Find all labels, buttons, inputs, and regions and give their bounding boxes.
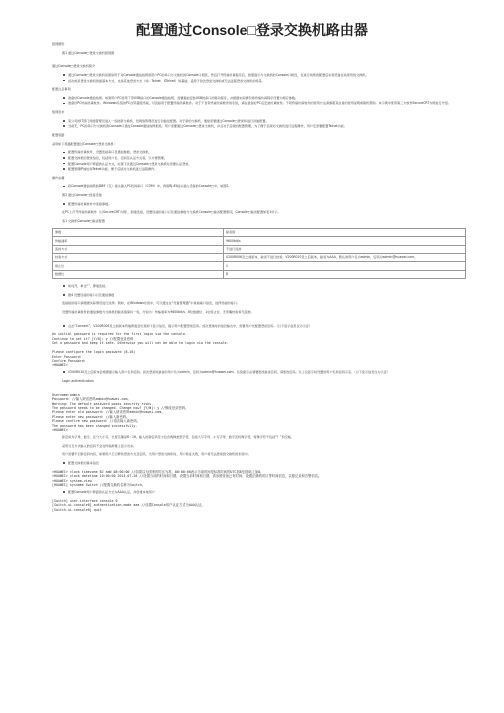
paragraph: Login authentication <box>62 378 94 383</box>
list-item: 将Console通信线缆的DB9（孔）接头插入PC机的串口（COM）中，再将RJ-45接头插入设备的Console□中，如图2。 <box>68 184 460 188</box>
table-row <box>53 262 466 270</box>
list-item: 配置Console用户界面的认证方式，实现下次通过Console□登录交换机时需要认证登录。 <box>68 162 460 166</box>
list-item: 如何开，单击“”，即建连接。 <box>68 284 460 288</box>
bullet-list <box>52 73 460 83</box>
paragraph: 操作步骤 <box>52 175 65 180</box>
command-line: [Switch-ui-console0] authentication-mode aaa //设置Console用户认证方式为AAA认证。 <box>52 503 205 508</box>
list-item: 当前无，PC的串口与交换机的Console口通过Console通信线缆相连。用户需要通过Console□登录交换机，并且对于后续的配置管理，为了便于后续对交换机进行远程操作，用户还需要配置Telnet功能。 <box>68 124 460 128</box>
list-item: 配置Console用户界面的认证方式为AAA认证，并创建本地用户 <box>68 490 460 494</box>
list-item: 图4 设置连接的接口以及通信参数 <box>68 293 460 297</box>
command-line: The password has been changed successfully. <box>52 423 138 428</box>
command-line: <HUAWEI> system-view <box>52 478 92 483</box>
table-row <box>53 228 466 236</box>
list-item: 配置终端仿真软件，设置连接串口及通信参数，登录交换机。 <box>68 150 460 154</box>
command-block <box>52 332 460 368</box>
bullet-list <box>52 461 460 465</box>
command-line: Please enter old password: //输入缺省密码admin@huawei.com。 <box>52 410 165 415</box>
table-row <box>53 237 466 245</box>
bullet-list <box>52 370 460 374</box>
bullet-list <box>52 284 460 288</box>
command-line: <HUAWEI> <box>52 363 68 368</box>
command-line: Warning: The default password poses security risks. <box>52 401 154 406</box>
command-line: Please confirm new password: //再次输入新密码。 <box>52 419 140 424</box>
paragraph: 在PC上打开终端仿真软件（以SecureCRT为例），新建连接，设置连接的接口以及通信参数与交换机Console□缺省配置相同，Console□缺省配置如表1所示。 <box>62 210 281 215</box>
page-title: 配置通过Console□登录交换机路由器 <box>136 22 368 38</box>
table-row <box>53 253 466 261</box>
table-cell: 参数 <box>53 228 224 236</box>
table-cell: 9600bit/s <box>224 237 466 245</box>
list-item: 配置交换机的基本信息 <box>68 461 460 465</box>
table-row <box>53 245 466 253</box>
list-item: 准备好PC终端仿真软件。Windows系统的PC自带超级终端，可直接用于配置终端仿真软件。对于不自带终端仿真软件的系统，请在准备好PC后安装仿真软件。不同终端仿真软件的使用方法请参照其自身的使用说明或联机帮助。本示例中使用第三方软件SecureCRT为例进行介绍。 <box>68 101 460 105</box>
bullet-list <box>52 119 460 129</box>
list-item: 某公司的IT部门网络管理员进入一些批新交换机，给网络管理员进行初始化配置。对于新的交换机，通常需要通过Console□登录和进行初始配置。 <box>68 119 460 123</box>
table-cell: 流控方式 <box>53 245 224 253</box>
paragraph: 通过Console□登录交换机简介 <box>52 64 96 69</box>
list-item: V200R010及之后版本会根据提示输入用户名和密码。首次登录时缺省的用户名为admin，密码为admin@huawei.com。系统提示必须要更改缺省密码，请更改密码。以上仅显示时设置的用户名和密码示意。（以下显示信息仅为示意） <box>68 370 460 374</box>
table-cell: 校验方式 <box>53 253 224 261</box>
bullet-list <box>52 184 460 188</box>
paragraph: 图1 通过Console□登录交换机组网图 <box>62 50 115 55</box>
table-row <box>53 270 466 278</box>
paragraph: 连接接的接口请根据实际情况进行选择。例如，在Windows系统中，可以通过在“设备管理器”中查看端口信息，选择连接的接口。 <box>62 301 240 306</box>
command-line: Username:admin <box>52 392 80 397</box>
paragraph: 新密码为字母、数字、区分大小写，长度范围是8～16。输入的新密码至少包含两种类型字符，包括大写字母、小写字母、数字及特殊字符，特殊字符不包括“？”和空格。 <box>62 435 294 440</box>
config-table <box>52 228 466 279</box>
table-cell: 数据位 <box>53 270 224 278</box>
command-line: Continue to set it? [Y/N]: y //配置登录密码 <box>52 336 134 341</box>
command-line: Enter Password: <box>52 354 82 359</box>
command-line: The password needs to be changed. Change now? [Y/N]: y //修改登录密码。 <box>52 405 189 410</box>
document-body <box>52 42 460 515</box>
command-line: Please enter new password: //输入新密码。 <box>52 414 130 419</box>
list-item: 配置终端仿真软件中连接参数。 <box>68 202 460 206</box>
bullet-list <box>52 202 460 206</box>
bullet-list <box>52 293 460 297</box>
bullet-list <box>52 96 460 106</box>
bullet-list <box>52 150 460 171</box>
table-cell: 缺省值 <box>224 228 466 236</box>
table-cell: 8 <box>224 270 466 278</box>
command-line: Confirm Password: <box>52 358 86 363</box>
command-line: Password: //输入缺省密码admin@huawei.com。 <box>52 397 131 402</box>
table-cell: 不进行流控 <box>224 245 466 253</box>
command-line: [HUAWEI] sysname Switch //配置交换机名称为Switch。 <box>52 483 146 488</box>
list-item: 通过Console□登录交换机是最常用于对Console通信线缆将用户PC的串口与交换机的Console口相连，然后打开终端仿真程序后，按照提示与交换机的Console口相连，在进行线缆的配置后实现设备在线使用的交换机。 <box>68 73 460 77</box>
paragraph: 采用交互方式输入的密码不会在终端屏幕上显示出来。 <box>62 443 137 448</box>
paragraph: 组网图形 <box>52 42 65 46</box>
bullet-list <box>52 490 460 494</box>
command-line: An initial password is required for the first login via the console. <box>52 332 187 337</box>
table-cell: 1 <box>224 262 466 270</box>
table-cell: 传输速率 <box>53 237 224 245</box>
command-line: <HUAWEI> clock datetime 10:00:00 2014-07-26 //设置当前的时间和日期，设置当前时间和日期，请参照设备已有时间。设置正确的时区等时间信息，以便记录和告警信息。 <box>52 474 322 479</box>
paragraph: 设置终端仿真软件的通信参数与交换机的缺省值保持一致，分别为：传输速率为9600bit/s、8位数据位、1位停止位、无奇偶校验和无流控。 <box>62 309 254 314</box>
list-item: 首次或是登录交换机的最基本方式，也是其他登录方式（如：Telnet、STelnet）的基础。适用于首次登录交换机或无法远程登录交换机的场景。 <box>68 79 460 83</box>
table-cell: V200R006及之前版本，缺省不进行校验。V200R010及之后版本，缺省为AAA，默认的用户名为admin，密码为admin@huawei.com。 <box>224 253 466 261</box>
paragraph: 表1 交换机Console□缺省配置 <box>62 219 105 224</box>
paragraph: 用户需要牢记新密码内容，如果用户忘记修改登录方式及密码，当用户登录交换机时，用户验证失败，用户将无法登录到交换机的系统中。 <box>62 452 251 457</box>
command-block <box>52 470 460 488</box>
command-block <box>52 393 460 433</box>
command-block <box>52 499 460 512</box>
command-line: <HUAWEI> <box>52 428 68 433</box>
table-cell: 停止位 <box>53 262 224 270</box>
list-item: 配置管理IP地址和Telnet功能，便于后续对交换机进行远程操作。 <box>68 167 460 171</box>
list-item: 准备好Console通信线缆。如果用户PC使用了带USB接口的Console通信线缆，需要提前安装USB转串口的驱动程序，并根据实际情况将终端仿真程序设置为相应参数。 <box>68 96 460 100</box>
command-line: [Switch] user-interface console 0 <box>52 498 118 503</box>
command-line: <HUAWEI> clock timezone BJ add 08:00:00 //如果以为国家的时区为准，08:00:00表示当前时间是标准时间的UTC加8至基础上加8。 <box>52 469 264 474</box>
paragraph: 组网需求 <box>52 110 65 115</box>
paragraph: 图2 通过Console□连接设备 <box>62 193 102 198</box>
paragraph: 配置注意事项 <box>52 87 71 92</box>
command-line: Please configure the login password (8-16) <box>52 350 136 355</box>
bullet-list <box>52 324 460 328</box>
command-line: Set a password and keep it safe. Otherwise you will not be able to login via the console. <box>52 341 229 346</box>
list-item: 点击“Connect”，V200R006及之前版本终端界面会出现如下显示信息，提示用户配置登录密码。首次登录时的信息输出中，需要用户先配置登录密码。（以下显示信息仅为示意） <box>68 324 460 328</box>
paragraph: 采用如下思路配置通过Console□登录交换机： <box>52 141 117 146</box>
paragraph: 配置思路 <box>52 133 65 138</box>
command-line: [Switch-ui-console0] quit <box>52 507 102 512</box>
list-item: 配置交换机的登录信息，包括用户名、密码及认证方式等，以方便管理。 <box>68 156 460 160</box>
